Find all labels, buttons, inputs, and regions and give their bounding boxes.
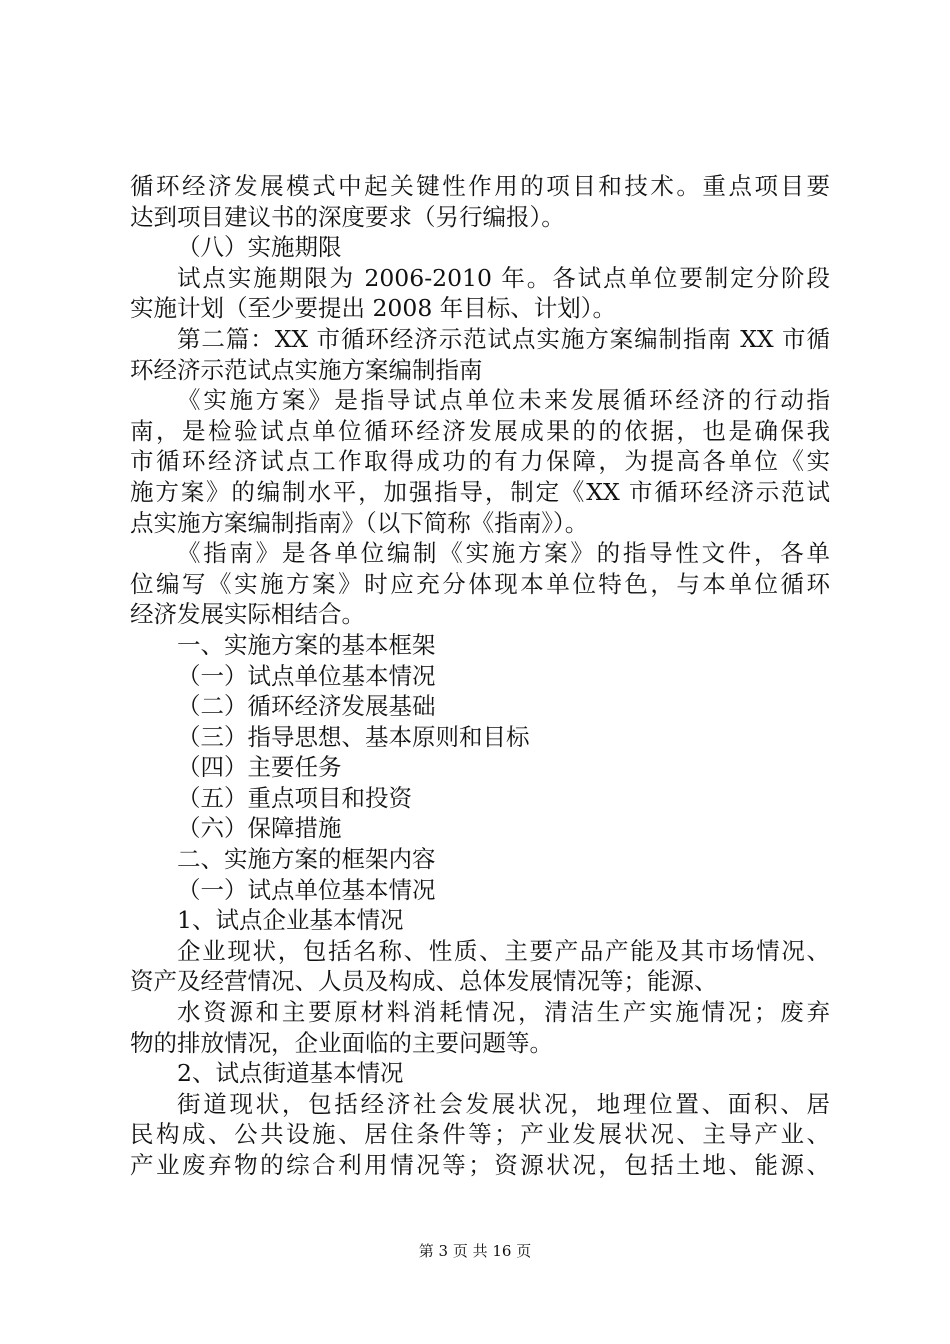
list-item: （六）保障措施 [177,814,342,843]
text-line: 资产及经营情况、人员及构成、总体发展情况等；能源、 [130,967,718,996]
text-line: 物的排放情况，企业面临的主要问题等。 [130,1028,553,1057]
page-number: 第 3 页 共 16 页 [418,1242,532,1260]
section-heading: 一、实施方案的基本框架 [177,630,436,659]
page-footer [0,1241,950,1261]
list-item: （三）指导思想、基本原则和目标 [177,722,530,751]
list-item: （一）试点单位基本情况 [177,661,436,690]
subsection-heading: 2、试点街道基本情况 [177,1059,404,1088]
text-line: 实施计划（至少要提出 2008 年目标、计划）。 [130,294,616,323]
list-item: （二）循环经济发展基础 [177,692,436,721]
text-line: 产业废弃物的综合利用情况等；资源状况，包括土地、能源、 [130,1151,830,1179]
text-line: 循环经济发展模式中起关键性作用的项目和技术。重点项目要 [130,172,830,200]
text-line: 《指南》是各单位编制《实施方案》的指导性文件，各单 [177,539,830,568]
text-line: 点实施方案编制指南》（以下简称《指南》）。 [130,508,589,537]
text-line: 试点实施期限为 2006-2010 年。各试点单位要制定分阶段 [177,263,830,292]
text-line: 水资源和主要原材料消耗情况，清洁生产实施情况；废弃 [177,998,830,1027]
section-heading: （八）实施期限 [177,233,342,262]
subsection-heading: 1、试点企业基本情况 [177,906,404,935]
text-line: 《实施方案》是指导试点单位未来发展循环经济的行动指 [177,386,830,415]
text-line: 位编写《实施方案》时应充分体现本单位特色，与本单位循环 [130,569,830,598]
text-line: 南，是检验试点单位循环经济发展成果的的依据，也是确保我 [130,416,830,445]
text-line: 企业现状，包括名称、性质、主要产品产能及其市场情况、 [177,936,830,965]
text-line: 民构成、公共设施、居住条件等；产业发展状况、主导产业、 [130,1120,830,1149]
chapter-heading: 第二篇：XX 市循环经济示范试点实施方案编制指南 XX 市循 [177,324,830,353]
body-text [130,171,830,1181]
list-item: （五）重点项目和投资 [177,783,412,812]
text-line: 达到项目建议书的深度要求（另行编报）。 [130,202,565,231]
text-line: 街道现状，包括经济社会发展状况，地理位置、面积、居 [177,1089,830,1118]
subsection-heading: （一）试点单位基本情况 [177,875,436,904]
text-line: 施方案》的编制水平，加强指导，制定《XX 市循环经济示范试 [130,477,830,506]
section-heading: 二、实施方案的框架内容 [177,845,436,874]
list-item: （四）主要任务 [177,753,342,782]
text-line: 市循环经济试点工作取得成功的有力保障，为提高各单位《实 [130,447,830,476]
text-line: 经济发展实际相结合。 [130,600,365,629]
chapter-heading: 环经济示范试点实施方案编制指南 [130,355,483,384]
